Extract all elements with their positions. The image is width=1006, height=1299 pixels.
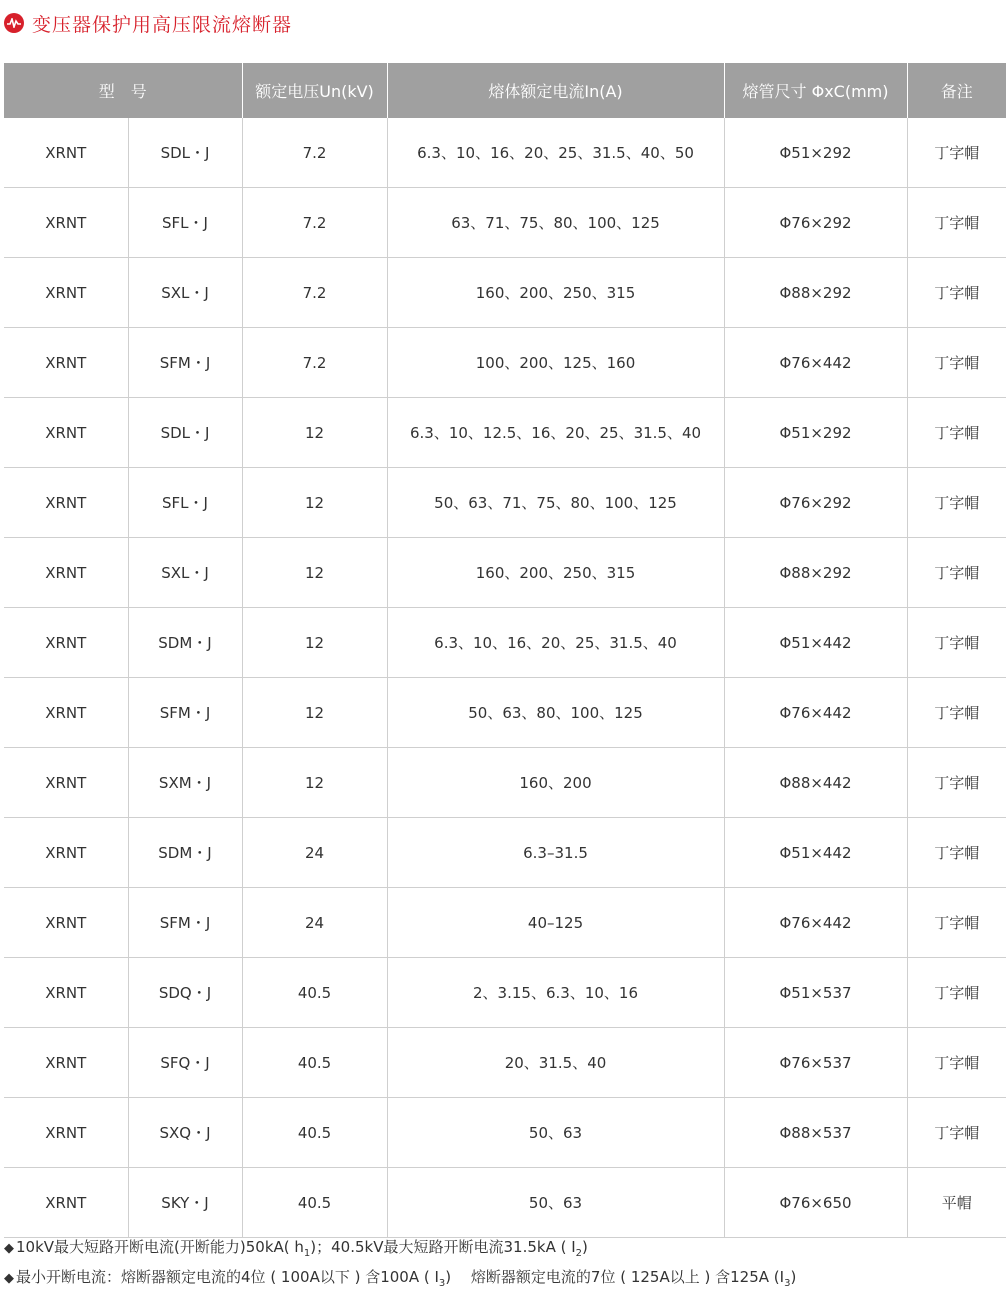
- cell-model: SXL・J: [128, 258, 242, 328]
- cell-remark: 丁字帽: [907, 468, 1006, 538]
- cell-model: SKY・J: [128, 1168, 242, 1238]
- cell-size: Φ76×442: [724, 328, 907, 398]
- cell-current: 6.3–31.5: [387, 818, 724, 888]
- cell-series: XRNT: [4, 328, 128, 398]
- cell-voltage: 40.5: [242, 1098, 387, 1168]
- note-line-1: ◆ 10kV最大短路开断电流(开断能力)50kA( $h_1$)；40.5kV最大短路开断电流31.5kA ( $I_2$): [4, 1238, 588, 1259]
- cell-model: SFQ・J: [128, 1028, 242, 1098]
- table-row: [4, 958, 1006, 1028]
- cell-remark: 丁字帽: [907, 888, 1006, 958]
- cell-voltage: 12: [242, 748, 387, 818]
- header-model: 型 号: [4, 63, 242, 118]
- cell-model: SFL・J: [128, 188, 242, 258]
- cell-remark: 丁字帽: [907, 258, 1006, 328]
- cell-model: SXL・J: [128, 538, 242, 608]
- cell-size: Φ88×442: [724, 748, 907, 818]
- table-row: [4, 748, 1006, 818]
- cell-remark: 丁字帽: [907, 118, 1006, 188]
- cell-remark: 丁字帽: [907, 748, 1006, 818]
- cell-remark: 丁字帽: [907, 608, 1006, 678]
- table-row: [4, 328, 1006, 398]
- cell-size: Φ76×292: [724, 468, 907, 538]
- cell-remark: 丁字帽: [907, 1028, 1006, 1098]
- cell-current: 160、200: [387, 748, 724, 818]
- table-row: [4, 1168, 1006, 1238]
- cell-size: Φ51×292: [724, 398, 907, 468]
- cell-model: SDQ・J: [128, 958, 242, 1028]
- cell-voltage: 7.2: [242, 118, 387, 188]
- cell-size: Φ76×650: [724, 1168, 907, 1238]
- cell-remark: 丁字帽: [907, 538, 1006, 608]
- cell-voltage: 7.2: [242, 258, 387, 328]
- cell-model: SDM・J: [128, 608, 242, 678]
- header-current: 熔体额定电流In(A): [387, 63, 724, 118]
- cell-size: Φ51×537: [724, 958, 907, 1028]
- cell-series: XRNT: [4, 608, 128, 678]
- cell-remark: 平帽: [907, 1168, 1006, 1238]
- cell-size: Φ76×292: [724, 188, 907, 258]
- cell-model: SDL・J: [128, 118, 242, 188]
- cell-current: 50、63、80、100、125: [387, 678, 724, 748]
- table-row: [4, 818, 1006, 888]
- cell-voltage: 12: [242, 398, 387, 468]
- cell-series: XRNT: [4, 1098, 128, 1168]
- cell-series: XRNT: [4, 678, 128, 748]
- cell-voltage: 40.5: [242, 1168, 387, 1238]
- cell-series: XRNT: [4, 398, 128, 468]
- cell-current: 160、200、250、315: [387, 538, 724, 608]
- cell-series: XRNT: [4, 468, 128, 538]
- table-row: [4, 608, 1006, 678]
- cell-current: 2、3.15、6.3、10、16: [387, 958, 724, 1028]
- header-remark: 备注: [907, 63, 1006, 118]
- cell-size: Φ88×537: [724, 1098, 907, 1168]
- cell-size: Φ51×442: [724, 818, 907, 888]
- cell-series: XRNT: [4, 538, 128, 608]
- cell-size: Φ76×442: [724, 888, 907, 958]
- cell-voltage: 24: [242, 818, 387, 888]
- cell-current: 20、31.5、40: [387, 1028, 724, 1098]
- table-row: [4, 188, 1006, 258]
- note-line-2: ◆ 最小开断电流：熔断器额定电流的4位 ( 100A以下 ) 含100A ( $I_3$) 熔断器额定电流的7位 ( 125A以上 ) 含125A $(I_3)$: [4, 1268, 797, 1289]
- cell-model: SFL・J: [128, 468, 242, 538]
- cell-model: SDL・J: [128, 398, 242, 468]
- cell-series: XRNT: [4, 118, 128, 188]
- cell-voltage: 40.5: [242, 1028, 387, 1098]
- cell-series: XRNT: [4, 188, 128, 258]
- cell-voltage: 12: [242, 678, 387, 748]
- cell-current: 63、71、75、80、100、125: [387, 188, 724, 258]
- cell-remark: 丁字帽: [907, 328, 1006, 398]
- page-title-bar: [4, 8, 292, 38]
- cell-voltage: 24: [242, 888, 387, 958]
- cell-remark: 丁字帽: [907, 678, 1006, 748]
- pulse-logo-icon: [4, 13, 24, 33]
- cell-size: Φ51×292: [724, 118, 907, 188]
- cell-voltage: 12: [242, 608, 387, 678]
- cell-series: XRNT: [4, 1028, 128, 1098]
- cell-current: 50、63: [387, 1098, 724, 1168]
- cell-model: SFM・J: [128, 328, 242, 398]
- cell-size: Φ76×442: [724, 678, 907, 748]
- cell-model: SFM・J: [128, 888, 242, 958]
- cell-series: XRNT: [4, 818, 128, 888]
- page-title: 变压器保护用高压限流熔断器: [32, 13, 293, 36]
- cell-remark: 丁字帽: [907, 398, 1006, 468]
- cell-current: 50、63、71、75、80、100、125: [387, 468, 724, 538]
- table-row: [4, 678, 1006, 748]
- cell-size: Φ88×292: [724, 258, 907, 328]
- table-row: [4, 538, 1006, 608]
- cell-voltage: 12: [242, 468, 387, 538]
- cell-series: XRNT: [4, 888, 128, 958]
- table-row: [4, 118, 1006, 188]
- cell-remark: 丁字帽: [907, 958, 1006, 1028]
- notes: [4, 1232, 796, 1292]
- cell-current: 6.3、10、16、20、25、31.5、40、50: [387, 118, 724, 188]
- cell-model: SXM・J: [128, 748, 242, 818]
- cell-remark: 丁字帽: [907, 188, 1006, 258]
- cell-remark: 丁字帽: [907, 818, 1006, 888]
- table-row: [4, 398, 1006, 468]
- diamond-bullet-icon: ◆: [4, 1241, 14, 1256]
- cell-series: XRNT: [4, 258, 128, 328]
- cell-series: XRNT: [4, 958, 128, 1028]
- cell-current: 40–125: [387, 888, 724, 958]
- table-row: [4, 1098, 1006, 1168]
- cell-remark: 丁字帽: [907, 1098, 1006, 1168]
- table-header-row: [4, 63, 1006, 118]
- cell-model: SDM・J: [128, 818, 242, 888]
- cell-voltage: 7.2: [242, 328, 387, 398]
- cell-current: 50、63: [387, 1168, 724, 1238]
- cell-voltage: 7.2: [242, 188, 387, 258]
- cell-model: SFM・J: [128, 678, 242, 748]
- cell-current: 160、200、250、315: [387, 258, 724, 328]
- cell-series: XRNT: [4, 1168, 128, 1238]
- cell-size: Φ88×292: [724, 538, 907, 608]
- table-row: [4, 1028, 1006, 1098]
- cell-size: Φ51×442: [724, 608, 907, 678]
- cell-current: 100、200、125、160: [387, 328, 724, 398]
- table-row: [4, 468, 1006, 538]
- cell-size: Φ76×537: [724, 1028, 907, 1098]
- cell-current: 6.3、10、12.5、16、20、25、31.5、40: [387, 398, 724, 468]
- table-row: [4, 888, 1006, 958]
- header-size: 熔管尺寸 ΦxC(mm): [724, 63, 907, 118]
- header-voltage: 额定电压Un(kV): [242, 63, 387, 118]
- cell-model: SXQ・J: [128, 1098, 242, 1168]
- fuse-spec-table: [4, 63, 1006, 1238]
- cell-current: 6.3、10、16、20、25、31.5、40: [387, 608, 724, 678]
- cell-series: XRNT: [4, 748, 128, 818]
- cell-voltage: 12: [242, 538, 387, 608]
- table-row: [4, 258, 1006, 328]
- diamond-bullet-icon: ◆: [4, 1271, 14, 1286]
- cell-voltage: 40.5: [242, 958, 387, 1028]
